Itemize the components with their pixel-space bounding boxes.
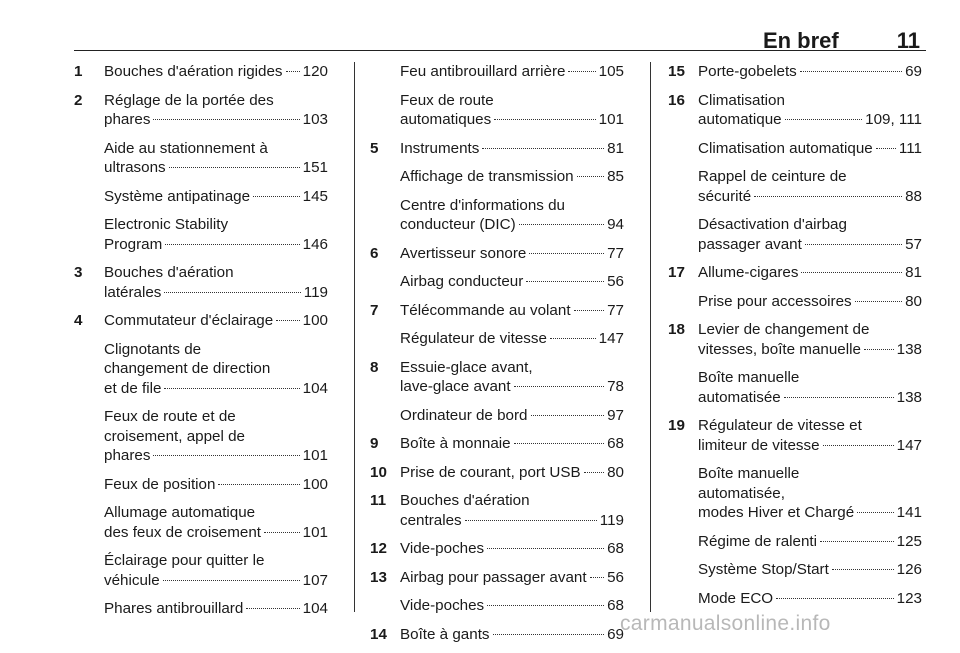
index-entry (370, 329, 624, 349)
page-reference[interactable]: 68 (607, 540, 624, 557)
dot-leader (855, 301, 902, 302)
dot-leader (876, 148, 896, 149)
page-reference[interactable]: 69 (607, 625, 624, 643)
dot-leader (857, 512, 893, 513)
page-reference[interactable]: 80 (905, 292, 922, 310)
entry-text: Centre d'informations du (400, 196, 565, 214)
entry-text: Allume-cigares (698, 264, 799, 281)
item-number: 11 (370, 492, 387, 509)
entry-text: Prise pour accessoires (698, 292, 852, 310)
item-number: 16 (668, 91, 685, 109)
index-column-1 (74, 62, 328, 628)
dot-leader (805, 244, 902, 245)
entry-text: Aide au stationnement à (104, 139, 268, 157)
index-entry (370, 196, 624, 235)
entry-text: automatisée (698, 388, 781, 406)
dot-leader (550, 338, 596, 339)
dot-leader (493, 634, 605, 635)
dot-leader (754, 196, 902, 197)
item-number: 14 (370, 625, 387, 643)
entry-text: Program (104, 235, 163, 253)
page-reference[interactable]: 111 (898, 139, 922, 157)
entry-text: Climatisation automatique (698, 139, 873, 157)
dot-leader (286, 71, 300, 72)
entry-text: Régulateur de vitesse et (698, 417, 862, 434)
index-entry (74, 263, 328, 302)
index-entry (668, 215, 922, 254)
page-reference[interactable]: 77 (607, 244, 624, 262)
item-number: 15 (668, 63, 685, 80)
entry-text: conducteur (DIC) (400, 216, 516, 233)
entry-text: Éclairage pour quitter le (104, 552, 265, 569)
page-reference[interactable]: 120 (302, 63, 328, 80)
page-reference[interactable]: 97 (607, 406, 624, 424)
index-entry (668, 292, 922, 312)
entry-text: Régulateur de vitesse (400, 330, 547, 347)
page-reference[interactable]: 101 (302, 447, 328, 464)
entry-text: Commutateur d'éclairage (104, 312, 274, 329)
entry-text: automatique (698, 111, 782, 128)
dot-leader (218, 484, 299, 485)
page-reference[interactable]: 100 (302, 312, 328, 329)
index-column-2 (370, 62, 624, 653)
index-entry (370, 625, 624, 645)
page-reference[interactable]: 138 (896, 388, 922, 406)
page-reference[interactable]: 141 (896, 504, 922, 521)
entry-text: Electronic Stability (104, 216, 229, 233)
entry-text: Feux de position (104, 475, 216, 493)
index-entry (74, 503, 328, 542)
page-reference[interactable]: 125 (896, 532, 922, 550)
entry-text: Vide-poches (400, 540, 485, 557)
entry-text: Vide-poches (400, 597, 485, 614)
dot-leader (823, 445, 894, 446)
index-entry (74, 91, 328, 130)
page-reference[interactable]: 138 (896, 340, 922, 358)
dot-leader (487, 605, 604, 606)
entry-text: véhicule (104, 571, 160, 589)
dot-leader (169, 167, 300, 168)
entry-text: croisement, appel de (104, 427, 245, 445)
entry-text: Bouches d'aération (104, 264, 234, 281)
index-entry (370, 358, 624, 397)
entry-text: lave-glace avant (400, 378, 511, 395)
entry-text: Feu antibrouillard arrière (400, 63, 566, 80)
index-entry (74, 407, 328, 466)
page-reference[interactable]: 146 (302, 235, 328, 253)
item-number: 6 (370, 244, 379, 262)
entry-text: sécurité (698, 187, 752, 205)
index-entry (668, 532, 922, 552)
entry-text: des feux de croisement (104, 523, 262, 541)
index-entry (74, 599, 328, 619)
item-number: 5 (370, 139, 379, 157)
index-entry (370, 301, 624, 321)
entry-text: Boîte manuelle (698, 465, 800, 482)
index-entry (668, 464, 922, 523)
entry-text: Ordinateur de bord (400, 406, 528, 424)
entry-text: changement de direction (104, 360, 271, 377)
dot-leader (526, 281, 604, 282)
item-number: 2 (74, 91, 83, 109)
page-reference[interactable]: 56 (607, 273, 624, 290)
item-number: 8 (370, 358, 379, 376)
entry-text: Airbag pour passager avant (400, 568, 587, 586)
entry-text: et de file (104, 379, 162, 397)
column-divider (650, 62, 651, 612)
page-reference[interactable]: 123 (896, 589, 922, 607)
dot-leader (832, 569, 894, 570)
page-reference[interactable]: 94 (607, 216, 624, 233)
dot-leader (864, 349, 894, 350)
page-reference[interactable]: 77 (607, 301, 624, 319)
dot-leader (264, 532, 300, 533)
dot-leader (784, 397, 894, 398)
dot-leader (163, 580, 300, 581)
page-reference[interactable]: 85 (607, 168, 624, 185)
index-entry (668, 91, 922, 130)
entry-text: Mode ECO (698, 589, 774, 607)
entry-text: vitesses, boîte manuelle (698, 340, 861, 358)
dot-leader (246, 608, 299, 609)
page-reference[interactable]: 145 (302, 187, 328, 205)
dot-leader (153, 119, 299, 120)
page-number: 11 (896, 28, 920, 53)
dot-leader (487, 548, 604, 549)
item-number: 1 (74, 63, 83, 80)
entry-text: automatisée, (698, 484, 785, 502)
index-entry (668, 320, 922, 359)
page-reference[interactable]: 109, 111 (865, 111, 922, 128)
index-entry (370, 463, 624, 483)
entry-text: Porte-gobelets (698, 63, 797, 80)
dot-leader (800, 71, 902, 72)
dot-leader (164, 292, 300, 293)
entry-text: Avertisseur sonore (400, 244, 527, 262)
index-entry (74, 62, 328, 82)
page-reference[interactable]: 126 (896, 561, 922, 578)
page-reference[interactable]: 69 (905, 63, 922, 80)
dot-leader (776, 598, 894, 599)
page-reference[interactable]: 57 (905, 235, 922, 253)
index-entry (668, 368, 922, 407)
entry-text: limiteur de vitesse (698, 436, 820, 454)
page-reference[interactable]: 68 (607, 597, 624, 614)
index-entry (668, 139, 922, 159)
page-reference[interactable]: 88 (905, 187, 922, 205)
page-reference[interactable]: 151 (302, 159, 328, 176)
index-entry (370, 491, 624, 530)
index-entry (74, 215, 328, 254)
page-reference[interactable]: 68 (607, 435, 624, 452)
page-reference[interactable]: 119 (303, 283, 328, 301)
index-entry (74, 139, 328, 178)
entry-text: Rappel de ceinture de (698, 168, 847, 185)
section-title: En bref (762, 28, 839, 53)
item-number: 4 (74, 312, 83, 329)
item-number: 17 (668, 264, 685, 281)
dot-leader (482, 148, 604, 149)
entry-text: Essuie-glace avant, (400, 358, 533, 376)
entry-text: Feux de route (400, 91, 494, 109)
page-reference[interactable]: 56 (607, 568, 624, 586)
page-reference[interactable]: 147 (896, 436, 922, 454)
entry-text: Prise de courant, port USB (400, 463, 581, 481)
entry-text: centrales (400, 511, 462, 529)
entry-text: Système antipatinage (104, 187, 251, 205)
dot-leader (514, 386, 604, 387)
dot-leader (276, 320, 299, 321)
entry-text: Bouches d'aération (400, 492, 530, 509)
entry-text: Système Stop/Start (698, 561, 829, 578)
index-entry (370, 539, 624, 559)
entry-text: ultrasons (104, 159, 166, 176)
dot-leader (590, 577, 605, 578)
entry-text: Affichage de transmission (400, 168, 574, 185)
dot-leader (577, 176, 604, 177)
dot-leader (519, 224, 604, 225)
entry-text: Clignotants de (104, 340, 202, 358)
entry-text: phares (104, 447, 151, 464)
page-reference[interactable]: 81 (607, 139, 624, 157)
index-entry (74, 311, 328, 331)
entry-text: Levier de changement de (698, 321, 870, 338)
index-column-3 (668, 62, 922, 617)
entry-text: Régime de ralenti (698, 532, 818, 550)
item-number: 3 (74, 264, 83, 281)
entry-text: Airbag conducteur (400, 273, 524, 290)
dot-leader (568, 71, 595, 72)
entry-text: latérales (104, 283, 162, 301)
page-reference[interactable]: 147 (598, 330, 624, 347)
dot-leader (253, 196, 300, 197)
index-entry (370, 244, 624, 264)
index-entry (668, 62, 922, 82)
index-entry (370, 596, 624, 616)
dot-leader (465, 520, 597, 521)
header-rule (74, 50, 926, 51)
index-entry (370, 167, 624, 187)
index-entry (74, 187, 328, 207)
page-reference[interactable]: 104 (302, 600, 328, 617)
index-entry (668, 263, 922, 283)
index-entry (370, 406, 624, 426)
item-number: 9 (370, 435, 379, 452)
dot-leader (584, 472, 604, 473)
dot-leader (514, 443, 604, 444)
dot-leader (801, 272, 902, 273)
index-entry (370, 139, 624, 159)
entry-text: Boîte à monnaie (400, 435, 511, 452)
entry-text: Feux de route et de (104, 408, 236, 425)
item-number: 18 (668, 321, 685, 338)
entry-text: phares (104, 111, 151, 128)
entry-text: Allumage automatique (104, 504, 256, 521)
dot-leader (164, 388, 299, 389)
dot-leader (785, 119, 863, 120)
entry-text: automatiques (400, 111, 492, 128)
entry-text: Climatisation (698, 91, 785, 109)
page-reference[interactable]: 119 (599, 511, 624, 529)
page-reference[interactable]: 103 (302, 111, 328, 128)
page-reference[interactable]: 105 (598, 63, 624, 80)
index-entry (370, 434, 624, 454)
index-entry (668, 589, 922, 609)
entry-text: modes Hiver et Chargé (698, 504, 855, 521)
watermark: carmanualsonline.info (620, 612, 831, 635)
index-entry (74, 475, 328, 495)
page-reference[interactable]: 101 (598, 111, 624, 128)
page-reference[interactable]: 104 (302, 379, 328, 397)
entry-text: Télécommande au volant (400, 301, 571, 319)
column-divider (354, 62, 355, 612)
index-entry (668, 416, 922, 455)
item-number: 10 (370, 463, 387, 481)
index-entry (370, 62, 624, 82)
entry-text: Désactivation d'airbag (698, 216, 847, 233)
item-number: 12 (370, 540, 387, 557)
index-entry (74, 340, 328, 399)
page-reference[interactable]: 81 (905, 264, 922, 281)
item-number: 7 (370, 301, 379, 319)
entry-text: Réglage de la portée des (104, 91, 274, 109)
page-reference[interactable]: 80 (607, 463, 624, 481)
index-entry (370, 272, 624, 292)
index-entry (668, 167, 922, 206)
page-reference[interactable]: 107 (302, 571, 328, 589)
index-entry (668, 560, 922, 580)
index-entry (74, 551, 328, 590)
entry-text: Boîte à gants (400, 625, 490, 643)
entry-text: Bouches d'aération rigides (104, 63, 283, 80)
dot-leader (529, 253, 604, 254)
entry-text: Phares antibrouillard (104, 600, 244, 617)
index-entry (370, 91, 624, 130)
dot-leader (531, 415, 605, 416)
page-reference[interactable]: 100 (302, 475, 328, 493)
dot-leader (820, 541, 894, 542)
item-number: 19 (668, 417, 685, 434)
item-number: 13 (370, 568, 387, 586)
entry-text: Instruments (400, 139, 480, 157)
dot-leader (494, 119, 595, 120)
page-reference[interactable]: 78 (607, 378, 624, 395)
dot-leader (165, 244, 299, 245)
dot-leader (153, 455, 299, 456)
index-entry (370, 568, 624, 588)
dot-leader (574, 310, 605, 311)
page-reference[interactable]: 101 (302, 523, 328, 541)
entry-text: Boîte manuelle (698, 369, 800, 386)
entry-text: passager avant (698, 235, 802, 253)
